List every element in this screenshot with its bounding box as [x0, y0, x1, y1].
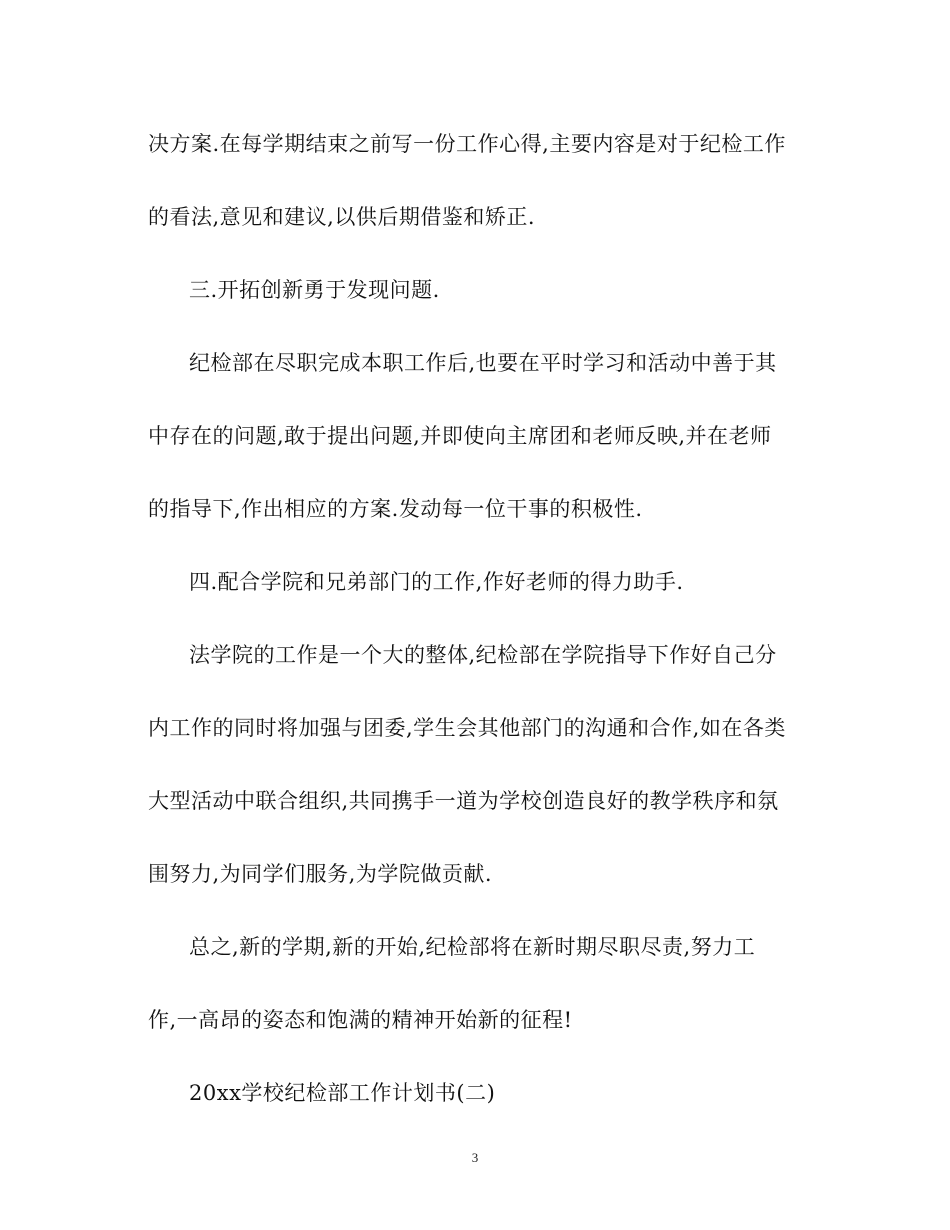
text-line-1: 决方案.在每学期结束之前写一份工作心得,主要内容是对于纪检工作 [148, 132, 786, 156]
text-line-6: 的指导下,作出相应的方案.发动每一位干事的积极性. [148, 497, 643, 521]
text-line-2: 的看法,意见和建议,以供后期借鉴和矫正. [148, 205, 536, 229]
text-line-10: 大型活动中联合组织,共同携手一道为学校创造良好的教学秩序和氛 [148, 789, 779, 813]
text-line-11: 围努力,为同学们服务,为学院做贡献. [148, 862, 493, 886]
section-heading-4: 四.配合学院和兄弟部门的工作,作好老师的得力助手. [189, 570, 684, 594]
section-heading-3: 三.开拓创新勇于发现问题. [189, 278, 440, 302]
text-line-12: 总之,新的学期,新的开始,纪检部将在新时期尽职尽责,努力工 [189, 935, 756, 959]
page-number: 3 [471, 1150, 479, 1165]
text-line-9: 内工作的同时将加强与团委,学生会其他部门的沟通和合作,如在各类 [148, 716, 786, 740]
document-subtitle: 20xx学校纪检部工作计划书(二) [189, 1081, 496, 1105]
text-line-5: 中存在的问题,敢于提出问题,并即使向主席团和老师反映,并在老师 [148, 424, 772, 448]
text-line-13: 作,一高昂的姿态和饱满的精神开始新的征程! [148, 1008, 573, 1032]
text-line-4: 纪检部在尽职完成本职工作后,也要在平时学习和活动中善于其 [189, 351, 777, 375]
text-line-8: 法学院的工作是一个大的整体,纪检部在学院指导下作好自己分 [189, 643, 777, 667]
